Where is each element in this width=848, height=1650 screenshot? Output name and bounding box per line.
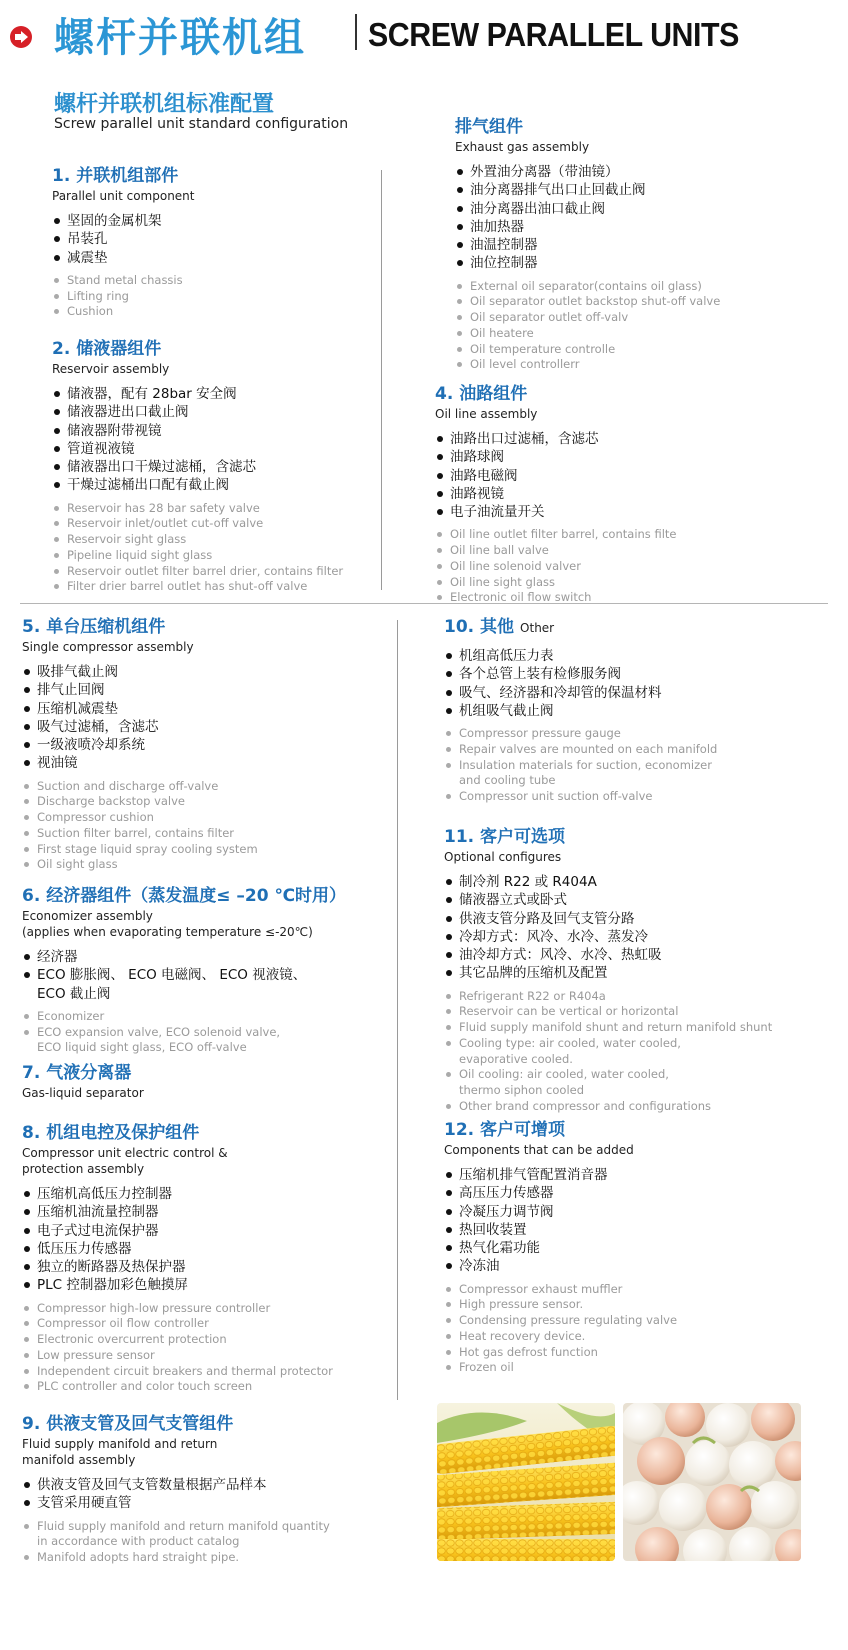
en-list-item: Reservoir can be vertical or horizontal bbox=[444, 1004, 772, 1020]
en-list-item: Compressor high-low pressure controller bbox=[22, 1301, 333, 1317]
cn-list-item: 一级液喷冷却系统 bbox=[22, 736, 258, 754]
section-subtitle: Optional configures bbox=[444, 850, 562, 864]
en-list-item: Compressor exhaust muffler bbox=[444, 1282, 677, 1298]
section-title: 4. 油路组件 bbox=[435, 384, 528, 404]
cn-list-item: 电子式过电流保护器 bbox=[22, 1222, 333, 1240]
en-list-item: Heat recovery device. bbox=[444, 1329, 677, 1345]
cn-list-item: 供液支管及回气支管数量根据产品样本 bbox=[22, 1476, 330, 1494]
section-add-ons bbox=[444, 1119, 677, 1376]
en-list-item: Frozen oil bbox=[444, 1360, 677, 1376]
cn-list-item: 油路电磁阀 bbox=[435, 467, 676, 485]
section-other bbox=[444, 616, 717, 805]
cn-list-item: 电子油流量开关 bbox=[435, 503, 676, 521]
cn-list-item: 压缩机高低压力控制器 bbox=[22, 1185, 333, 1203]
en-item-list bbox=[435, 527, 676, 606]
cn-item-list bbox=[22, 1185, 333, 1295]
en-item-list bbox=[52, 501, 343, 595]
cn-list-item: 吸气、经济器和冷却管的保温材料 bbox=[444, 684, 717, 702]
cn-list-item: 油位控制器 bbox=[455, 254, 720, 272]
section-title: 12. 客户可增项 bbox=[444, 1120, 566, 1140]
section-subtitle: Fluid supply manifold and return manifold assembly bbox=[22, 1437, 218, 1467]
cn-list-item: 油加热器 bbox=[455, 218, 720, 236]
en-list-item: External oil separator(contains oil glass) bbox=[455, 279, 720, 295]
cn-list-item: ECO 膨胀阀、 ECO 电磁阀、 ECO 视液镜、 ECO 截止阀 bbox=[22, 966, 346, 1003]
arrow-bullet-icon bbox=[10, 26, 32, 48]
en-list-item: Electronic oil flow switch bbox=[435, 590, 676, 606]
en-list-item: Refrigerant R22 or R404a bbox=[444, 989, 772, 1005]
section-subtitle: Gas-liquid separator bbox=[22, 1086, 144, 1100]
cn-list-item: 干燥过滤桶出口配有截止阀 bbox=[52, 476, 343, 494]
cn-list-item: 油路球阀 bbox=[435, 448, 676, 466]
cn-item-list bbox=[52, 385, 343, 495]
section-title: 9. 供液支管及回气支管组件 bbox=[22, 1414, 234, 1434]
en-list-item: Independent circuit breakers and thermal protector bbox=[22, 1364, 333, 1380]
section-title-en: Other bbox=[520, 621, 555, 635]
section-title: 6. 经济器组件（蒸发温度≤ –20 ℃时用） bbox=[22, 886, 347, 906]
corn-image bbox=[437, 1403, 615, 1561]
page-title-en: SCREW PARALLEL UNITS bbox=[368, 16, 739, 53]
cn-item-list bbox=[435, 430, 676, 521]
cn-list-item: 吸气过滤桶，含滤芯 bbox=[22, 718, 258, 736]
section-title: 10. 其他 Other bbox=[444, 617, 555, 637]
section-oil-line bbox=[435, 383, 676, 606]
horizontal-divider bbox=[20, 603, 828, 604]
en-list-item: PLC controller and color touch screen bbox=[22, 1379, 333, 1395]
en-list-item: Hot gas defrost function bbox=[444, 1345, 677, 1361]
en-list-item: Oil cooling: air cooled, water cooled, thermo siphon cooled bbox=[444, 1067, 772, 1098]
en-list-item: Oil heatere bbox=[455, 326, 720, 342]
en-list-item: Compressor pressure gauge bbox=[444, 726, 717, 742]
standard-config-title-cn: 螺杆并联机组标准配置 bbox=[54, 92, 275, 117]
section-electric-control bbox=[22, 1122, 333, 1395]
section-economizer bbox=[22, 885, 346, 1056]
en-list-item: Insulation materials for suction, economizer and cooling tube bbox=[444, 758, 717, 789]
fishballs-image bbox=[623, 1403, 801, 1561]
section-title: 7. 气液分离器 bbox=[22, 1063, 132, 1083]
title-divider bbox=[355, 14, 357, 50]
en-list-item: Oil level controllerr bbox=[455, 357, 720, 373]
cn-list-item: 压缩机排气管配置消音器 bbox=[444, 1166, 677, 1184]
en-item-list bbox=[22, 1519, 330, 1566]
en-list-item: Pipeline liquid sight glass bbox=[52, 548, 343, 564]
cn-list-item: 坚固的金属机架 bbox=[52, 212, 195, 230]
cn-list-item: 压缩机减震垫 bbox=[22, 700, 258, 718]
en-list-item: Suction filter barrel, contains filter bbox=[22, 826, 258, 842]
cn-list-item: 油分离器出油口截止阀 bbox=[455, 200, 720, 218]
en-list-item: Oil line solenoid valver bbox=[435, 559, 676, 575]
en-list-item: Suction and discharge off-valve bbox=[22, 779, 258, 795]
en-list-item: Oil sight glass bbox=[22, 857, 258, 873]
en-list-item: Oil temperature controlle bbox=[455, 342, 720, 358]
cn-list-item: 排气止回阀 bbox=[22, 681, 258, 699]
cn-list-item: 热气化霜功能 bbox=[444, 1239, 677, 1257]
cn-list-item: 储液器进出口截止阀 bbox=[52, 403, 343, 421]
en-item-list bbox=[455, 279, 720, 373]
en-item-list bbox=[444, 1282, 677, 1376]
en-list-item: Other brand compressor and configurations bbox=[444, 1099, 772, 1115]
section-manifold bbox=[22, 1413, 330, 1566]
en-item-list bbox=[444, 726, 717, 805]
en-list-item: Economizer bbox=[22, 1009, 346, 1025]
cn-list-item: 热回收装置 bbox=[444, 1221, 677, 1239]
cn-list-item: 支管采用硬直管 bbox=[22, 1494, 330, 1512]
cn-list-item: 油温控制器 bbox=[455, 236, 720, 254]
section-title: 5. 单台压缩机组件 bbox=[22, 617, 166, 637]
section-title: 1. 并联机组部件 bbox=[52, 166, 179, 186]
cn-item-list bbox=[444, 873, 772, 983]
en-list-item: Electronic overcurrent protection bbox=[22, 1332, 333, 1348]
en-list-item: Lifting ring bbox=[52, 289, 195, 305]
en-item-list bbox=[22, 1009, 346, 1056]
section-subtitle: Reservoir assembly bbox=[52, 362, 170, 376]
cn-list-item: 机组高低压力表 bbox=[444, 647, 717, 665]
en-list-item: Oil line ball valve bbox=[435, 543, 676, 559]
en-list-item: Oil separator outlet backstop shut-off valve bbox=[455, 294, 720, 310]
cn-list-item: 视油镜 bbox=[22, 754, 258, 772]
cn-list-item: 冷却方式：风冷、水冷、蒸发冷 bbox=[444, 928, 772, 946]
section-optional bbox=[444, 826, 772, 1114]
fishballs-photo bbox=[623, 1403, 801, 1561]
en-list-item: Low pressure sensor bbox=[22, 1348, 333, 1364]
cn-list-item: 其它品牌的压缩机及配置 bbox=[444, 964, 772, 982]
cn-list-item: 吊装孔 bbox=[52, 230, 195, 248]
section-parallel-unit bbox=[52, 165, 195, 320]
en-list-item: High pressure sensor. bbox=[444, 1297, 677, 1313]
en-list-item: Condensing pressure regulating valve bbox=[444, 1313, 677, 1329]
section-reservoir bbox=[52, 338, 343, 595]
cn-list-item: 机组吸气截止阀 bbox=[444, 702, 717, 720]
cn-list-item: 独立的断路器及热保护器 bbox=[22, 1258, 333, 1276]
cn-list-item: PLC 控制器加彩色触摸屏 bbox=[22, 1276, 333, 1294]
cn-list-item: 外置油分离器（带油镜） bbox=[455, 163, 720, 181]
cn-list-item: 管道视液镜 bbox=[52, 440, 343, 458]
en-item-list bbox=[22, 1301, 333, 1395]
column-divider-bottom bbox=[397, 620, 398, 1400]
en-list-item: Reservoir outlet filter barrel drier, contains filter bbox=[52, 564, 343, 580]
en-list-item: Cushion bbox=[52, 304, 195, 320]
cn-list-item: 经济器 bbox=[22, 948, 346, 966]
section-subtitle: Parallel unit component bbox=[52, 189, 195, 203]
section-subtitle: Exhaust gas assembly bbox=[455, 140, 590, 154]
cn-list-item: 油冷却方式：风冷、水冷、热虹吸 bbox=[444, 946, 772, 964]
cn-list-item: 高压压力传感器 bbox=[444, 1184, 677, 1202]
en-list-item: Oil separator outlet off-valv bbox=[455, 310, 720, 326]
cn-list-item: 制冷剂 R22 或 R404A bbox=[444, 873, 772, 891]
cn-item-list bbox=[455, 163, 720, 273]
cn-list-item: 各个总管上装有检修服务阀 bbox=[444, 665, 717, 683]
cn-list-item: 储液器附带视镜 bbox=[52, 422, 343, 440]
en-item-list bbox=[52, 273, 195, 320]
cn-list-item: 油路视镜 bbox=[435, 485, 676, 503]
en-list-item: Compressor unit suction off-valve bbox=[444, 789, 717, 805]
section-gas-liquid-separator bbox=[22, 1062, 144, 1101]
en-list-item: Cooling type: air cooled, water cooled, evaporative cooled. bbox=[444, 1036, 772, 1067]
cn-item-list bbox=[22, 663, 258, 773]
en-list-item: Fluid supply manifold shunt and return manifold shunt bbox=[444, 1020, 772, 1036]
section-title: 2. 储液器组件 bbox=[52, 339, 162, 359]
section-title: 8. 机组电控及保护组件 bbox=[22, 1123, 200, 1143]
section-exhaust bbox=[455, 116, 720, 373]
en-list-item: ECO expansion valve, ECO solenoid valve, ECO liquid sight glass, ECO off-valve bbox=[22, 1025, 346, 1056]
en-list-item: Discharge backstop valve bbox=[22, 794, 258, 810]
cn-list-item: 冷凝压力调节阀 bbox=[444, 1203, 677, 1221]
en-list-item: Reservoir sight glass bbox=[52, 532, 343, 548]
cn-list-item: 供液支管分路及回气支管分路 bbox=[444, 910, 772, 928]
cn-item-list bbox=[444, 1166, 677, 1276]
cn-list-item: 储液器，配有 28bar 安全阀 bbox=[52, 385, 343, 403]
section-title: 11. 客户可选项 bbox=[444, 827, 566, 847]
cn-list-item: 减震垫 bbox=[52, 249, 195, 267]
en-item-list bbox=[22, 779, 258, 873]
section-subtitle: Oil line assembly bbox=[435, 407, 538, 421]
section-title: 排气组件 bbox=[455, 117, 523, 137]
cn-item-list bbox=[22, 948, 346, 1003]
en-list-item: Compressor oil flow controller bbox=[22, 1316, 333, 1332]
cn-item-list bbox=[52, 212, 195, 267]
en-list-item: Repair valves are mounted on each manifold bbox=[444, 742, 717, 758]
en-list-item: Fluid supply manifold and return manifold quantity in accordance with product catalog bbox=[22, 1519, 330, 1550]
corn-photo bbox=[437, 1403, 615, 1561]
cn-item-list bbox=[444, 647, 717, 720]
cn-list-item: 油路出口过滤桶，含滤芯 bbox=[435, 430, 676, 448]
page-title-cn: 螺杆并联机组 bbox=[54, 15, 306, 61]
en-item-list bbox=[444, 989, 772, 1115]
section-subtitle: Components that can be added bbox=[444, 1143, 634, 1157]
en-list-item: Oil line outlet filter barrel, contains filte bbox=[435, 527, 676, 543]
column-divider-top bbox=[381, 170, 382, 590]
en-list-item: First stage liquid spray cooling system bbox=[22, 842, 258, 858]
section-subtitle: Economizer assembly (applies when evaporating temperature ≤-20℃) bbox=[22, 909, 313, 939]
cn-list-item: 冷冻油 bbox=[444, 1257, 677, 1275]
section-single-compressor bbox=[22, 616, 258, 873]
en-list-item: Manifold adopts hard straight pipe. bbox=[22, 1550, 330, 1566]
cn-list-item: 低压压力传感器 bbox=[22, 1240, 333, 1258]
section-subtitle: Single compressor assembly bbox=[22, 640, 194, 654]
en-list-item: Stand metal chassis bbox=[52, 273, 195, 289]
cn-item-list bbox=[22, 1476, 330, 1513]
cn-list-item: 储液器出口干燥过滤桶，含滤芯 bbox=[52, 458, 343, 476]
en-list-item: Reservoir inlet/outlet cut-off valve bbox=[52, 516, 343, 532]
en-list-item: Compressor cushion bbox=[22, 810, 258, 826]
en-list-item: Filter drier barrel outlet has shut-off valve bbox=[52, 579, 343, 595]
en-list-item: Oil line sight glass bbox=[435, 575, 676, 591]
standard-config-title-en: Screw parallel unit standard configuration bbox=[54, 116, 349, 132]
cn-list-item: 油分离器排气出口止回截止阀 bbox=[455, 181, 720, 199]
section-subtitle: Compressor unit electric control & protection assembly bbox=[22, 1146, 228, 1176]
cn-list-item: 储液器立式或卧式 bbox=[444, 891, 772, 909]
cn-list-item: 压缩机油流量控制器 bbox=[22, 1203, 333, 1221]
cn-list-item: 吸排气截止阀 bbox=[22, 663, 258, 681]
en-list-item: Reservoir has 28 bar safety valve bbox=[52, 501, 343, 517]
